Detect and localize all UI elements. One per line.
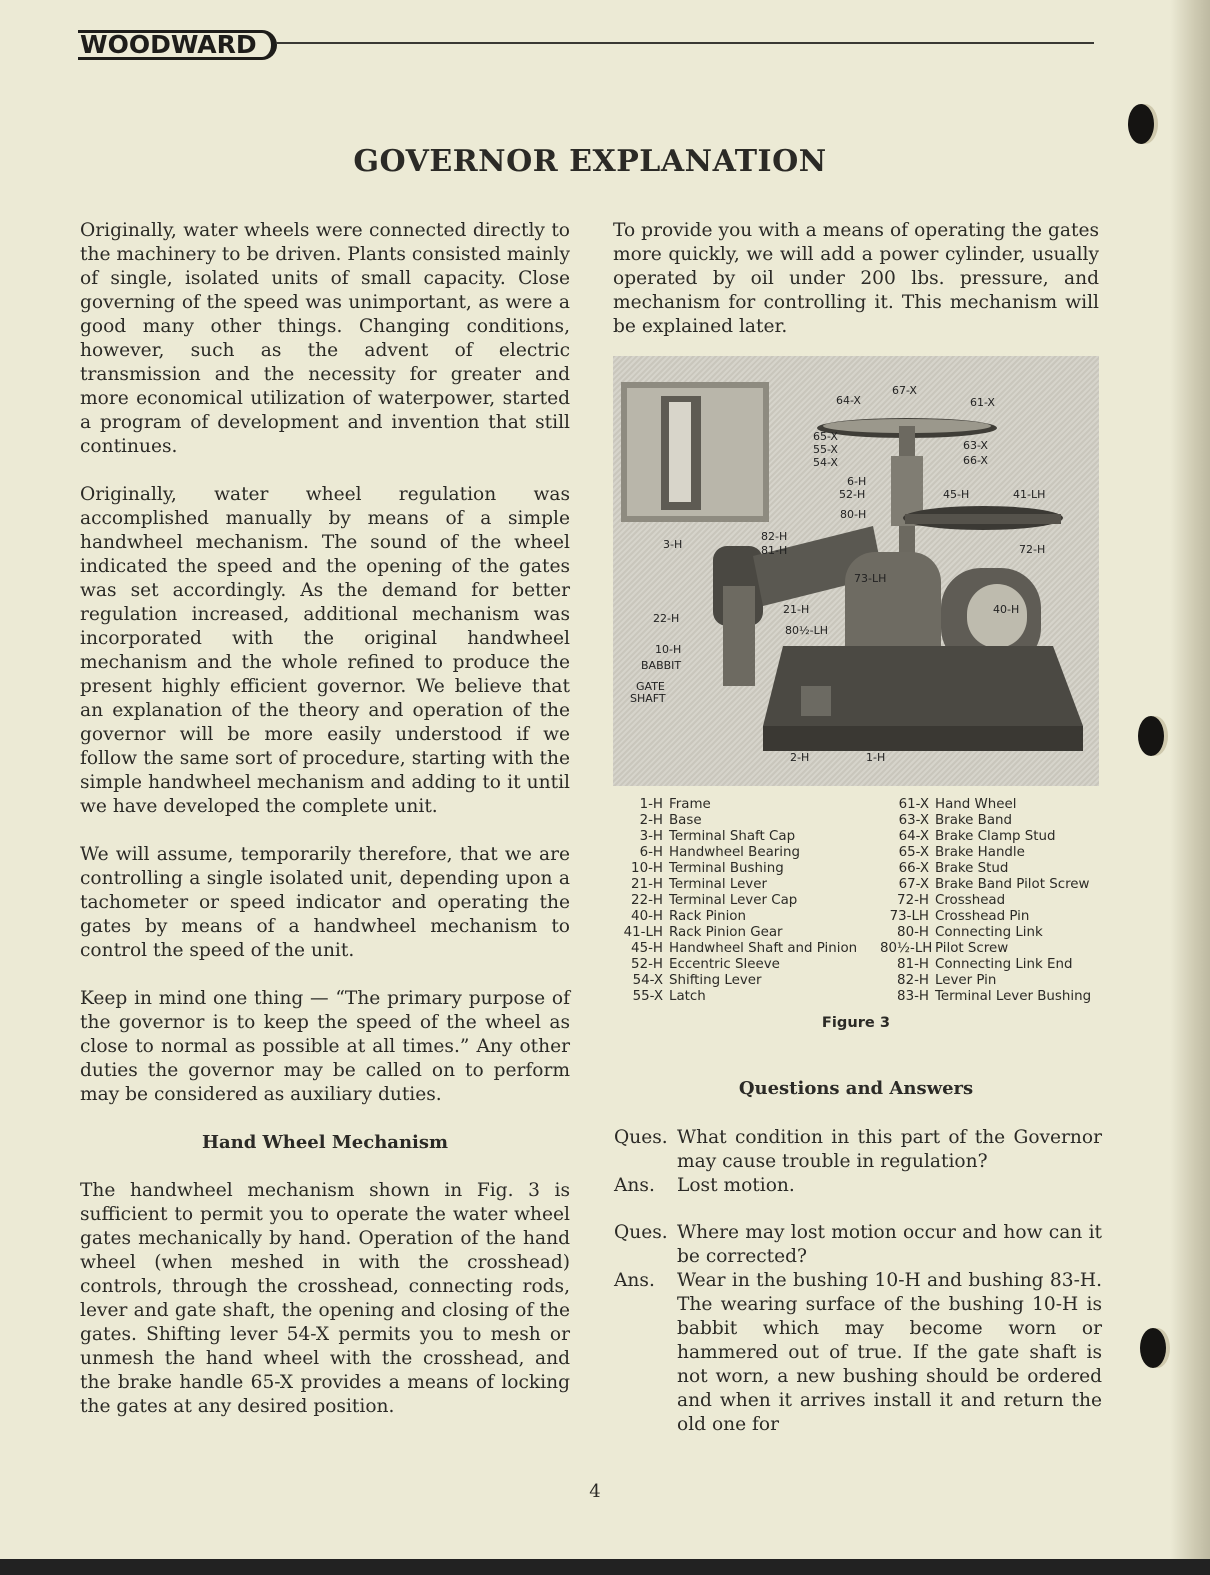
- legend-item: 73-LH Crosshead Pin: [889, 909, 1030, 924]
- binder-hole-top: [1128, 104, 1154, 144]
- callout-label: BABBIT: [641, 659, 682, 672]
- legend-item: 61-X Hand Wheel: [898, 797, 1017, 812]
- header-rule: [276, 42, 1094, 44]
- callout-label: 2-H: [790, 751, 810, 764]
- binder-hole-bottom: [1140, 1328, 1166, 1368]
- callout-label: 80½-LH: [785, 624, 829, 637]
- callout-label: 65-X: [813, 430, 838, 443]
- callout-label: 63-X: [963, 439, 988, 452]
- legend-item: 82-H Lever Pin: [897, 973, 997, 988]
- left-column: [80, 219, 570, 1443]
- legend-item: 64-X Brake Clamp Stud: [898, 829, 1056, 844]
- callout-label: 55-X: [813, 443, 838, 456]
- page-title: GOVERNOR EXPLANATION: [353, 144, 827, 179]
- right-column: [613, 219, 1099, 363]
- legend-item: 83-H Terminal Lever Bushing: [897, 989, 1092, 1004]
- question: Ques. Where may lost motion occur and how can it be corrected?: [614, 1222, 1102, 1267]
- legend-item: 41-LH Rack Pinion Gear: [623, 925, 783, 940]
- scan-bottom-edge: [0, 1559, 1210, 1575]
- paragraph: To provide you with a means of operating the gates more quickly, we will add a power cylinder, usually operated by oil under 200 lbs. pressure, and mechanism for controlling it. This mechanism will be explained later.: [613, 220, 1099, 337]
- paragraph: We will assume, temporarily therefore, that we are controlling a single isolated unit, depending upon a tachometer or speed indicator and operating the gates by means of a handwheel mechanism to control the speed of the unit.: [80, 844, 570, 961]
- legend-item: 52-H Eccentric Sleeve: [631, 957, 780, 972]
- parts-legend-right: [880, 797, 1105, 1005]
- callout-label: 66-X: [963, 454, 988, 467]
- callout-label: 52-H: [839, 488, 866, 501]
- callout-label: 41-LH: [1013, 488, 1046, 501]
- governor-illustration: [613, 356, 1099, 786]
- legend-item: 22-H Terminal Lever Cap: [631, 893, 798, 908]
- legend-item: 67-X Brake Band Pilot Screw: [898, 877, 1090, 892]
- question: Ques. What condition in this part of the Governor may cause trouble in regulation?: [614, 1127, 1102, 1172]
- callout-label: 64-X: [836, 394, 861, 407]
- callout-label: 67-X: [892, 384, 917, 397]
- page-number: 4: [589, 1481, 601, 1502]
- figure-caption: Figure 3: [821, 1014, 891, 1031]
- callout-label: 54-X: [813, 456, 838, 469]
- callout-label: 10-H: [655, 643, 682, 656]
- legend-item: 72-H Crosshead: [897, 893, 1006, 908]
- legend-item: 10-H Terminal Bushing: [631, 861, 784, 876]
- callout-label: 45-H: [943, 488, 970, 501]
- paragraph: Originally, water wheels were connected directly to the machinery to be driven. Plants consisted mainly of single, isolated units of small capacity. Close governing of the speed was unimportant, as were a good many other things. Changing conditions, however, such as the advent of electric transmission and the necessity for greater and more economical utilization of waterpower, started a program of development and invention that still continues.: [80, 220, 570, 457]
- legend-item: 45-H Handwheel Shaft and Pinion: [631, 941, 858, 956]
- paragraph: The handwheel mechanism shown in Fig. 3 is sufficient to permit you to operate the water wheel gates mechanically by hand. Operation of the hand wheel (when meshed in with the crosshead) controls, through the crosshead, connecting rods, lever and gate shaft, the opening and closing of the gates. Shifting lever 54-X permits you to mesh or unmesh the hand wheel with the crosshead, and the brake handle 65-X provides a means of locking the gates at any desired position.: [80, 1180, 570, 1417]
- binder-hole-middle: [1138, 716, 1164, 756]
- callout-label: 72-H: [1019, 543, 1046, 556]
- callout-label: 6-H: [847, 475, 867, 488]
- callout-label: SHAFT: [630, 692, 666, 705]
- legend-item: 55-X Latch: [632, 989, 706, 1004]
- qa-section: [614, 1126, 1102, 1437]
- callout-label: 21-H: [783, 603, 810, 616]
- governor-photo: [613, 356, 1099, 786]
- legend-item: 40-H Rack Pinion: [631, 909, 746, 924]
- page-header: [78, 28, 1098, 64]
- callout-label: 73-LH: [854, 572, 887, 585]
- answer: Ans. Lost motion.: [614, 1175, 795, 1196]
- legend-item: 65-X Brake Handle: [898, 845, 1025, 860]
- section-heading: Hand Wheel Mechanism: [201, 1132, 449, 1153]
- legend-item: 80-H Connecting Link: [897, 925, 1043, 940]
- callout-label: 80-H: [840, 508, 867, 521]
- parts-legend-left: [614, 797, 874, 1005]
- callout-label: GATE: [636, 680, 665, 693]
- callout-label: 3-H: [663, 538, 683, 551]
- paragraph: Originally, water wheel regulation was accomplished manually by means of a simple handwheel mechanism. The sound of the wheel indicated the speed and the opening of the gates was set accordingly. As the demand for better regulation increased, additional mechanism was incorporated with the original handwheel mechanism and the whole refined to produce the present highly efficient governor. We believe that an explanation of the theory and operation of the governor will be more easily understood if we follow the same sort of procedure, starting with the simple handwheel mechanism and adding to it until we have developed the complete unit.: [80, 484, 570, 817]
- legend-item: 3-H Terminal Shaft Cap: [639, 829, 796, 844]
- legend-item: 81-H Connecting Link End: [897, 957, 1073, 972]
- page-edge-shadow: [1170, 0, 1210, 1575]
- answer: Ans. Wear in the bushing 10-H and bushing 83-H. The wearing surface of the bushing 10-H is babbit which may become worn or hammered out of true. If the gate shaft is not worn, a new bushing should be ordered and when it arrives install it and return the old one for: [614, 1270, 1102, 1435]
- callout-label: 82-H: [761, 530, 788, 543]
- callout-label: 81-H: [761, 544, 788, 557]
- legend-item: 63-X Brake Band: [898, 813, 1013, 828]
- callout-label: 22-H: [653, 612, 680, 625]
- qa-heading: Questions and Answers: [738, 1078, 974, 1099]
- legend-item: 21-H Terminal Lever: [631, 877, 767, 892]
- woodward-logo: WOODWARD: [78, 30, 264, 60]
- legend-item: 1-H Frame: [639, 797, 711, 812]
- legend-item: 6-H Handwheel Bearing: [639, 845, 800, 860]
- callout-label: 40-H: [993, 603, 1020, 616]
- callout-label: 61-X: [970, 396, 995, 409]
- callout-label: 1-H: [866, 751, 886, 764]
- legend-item: 80½-LH Pilot Screw: [880, 941, 1009, 956]
- paragraph: Keep in mind one thing — “The primary purpose of the governor is to keep the speed of the wheel as close to normal as possible at all times.” Any other duties the governor may be called on to perform may be considered as auxiliary duties.: [80, 988, 570, 1105]
- legend-item: 54-X Shifting Lever: [632, 973, 762, 988]
- legend-item: 2-H Base: [639, 813, 702, 828]
- legend-item: 66-X Brake Stud: [898, 861, 1009, 876]
